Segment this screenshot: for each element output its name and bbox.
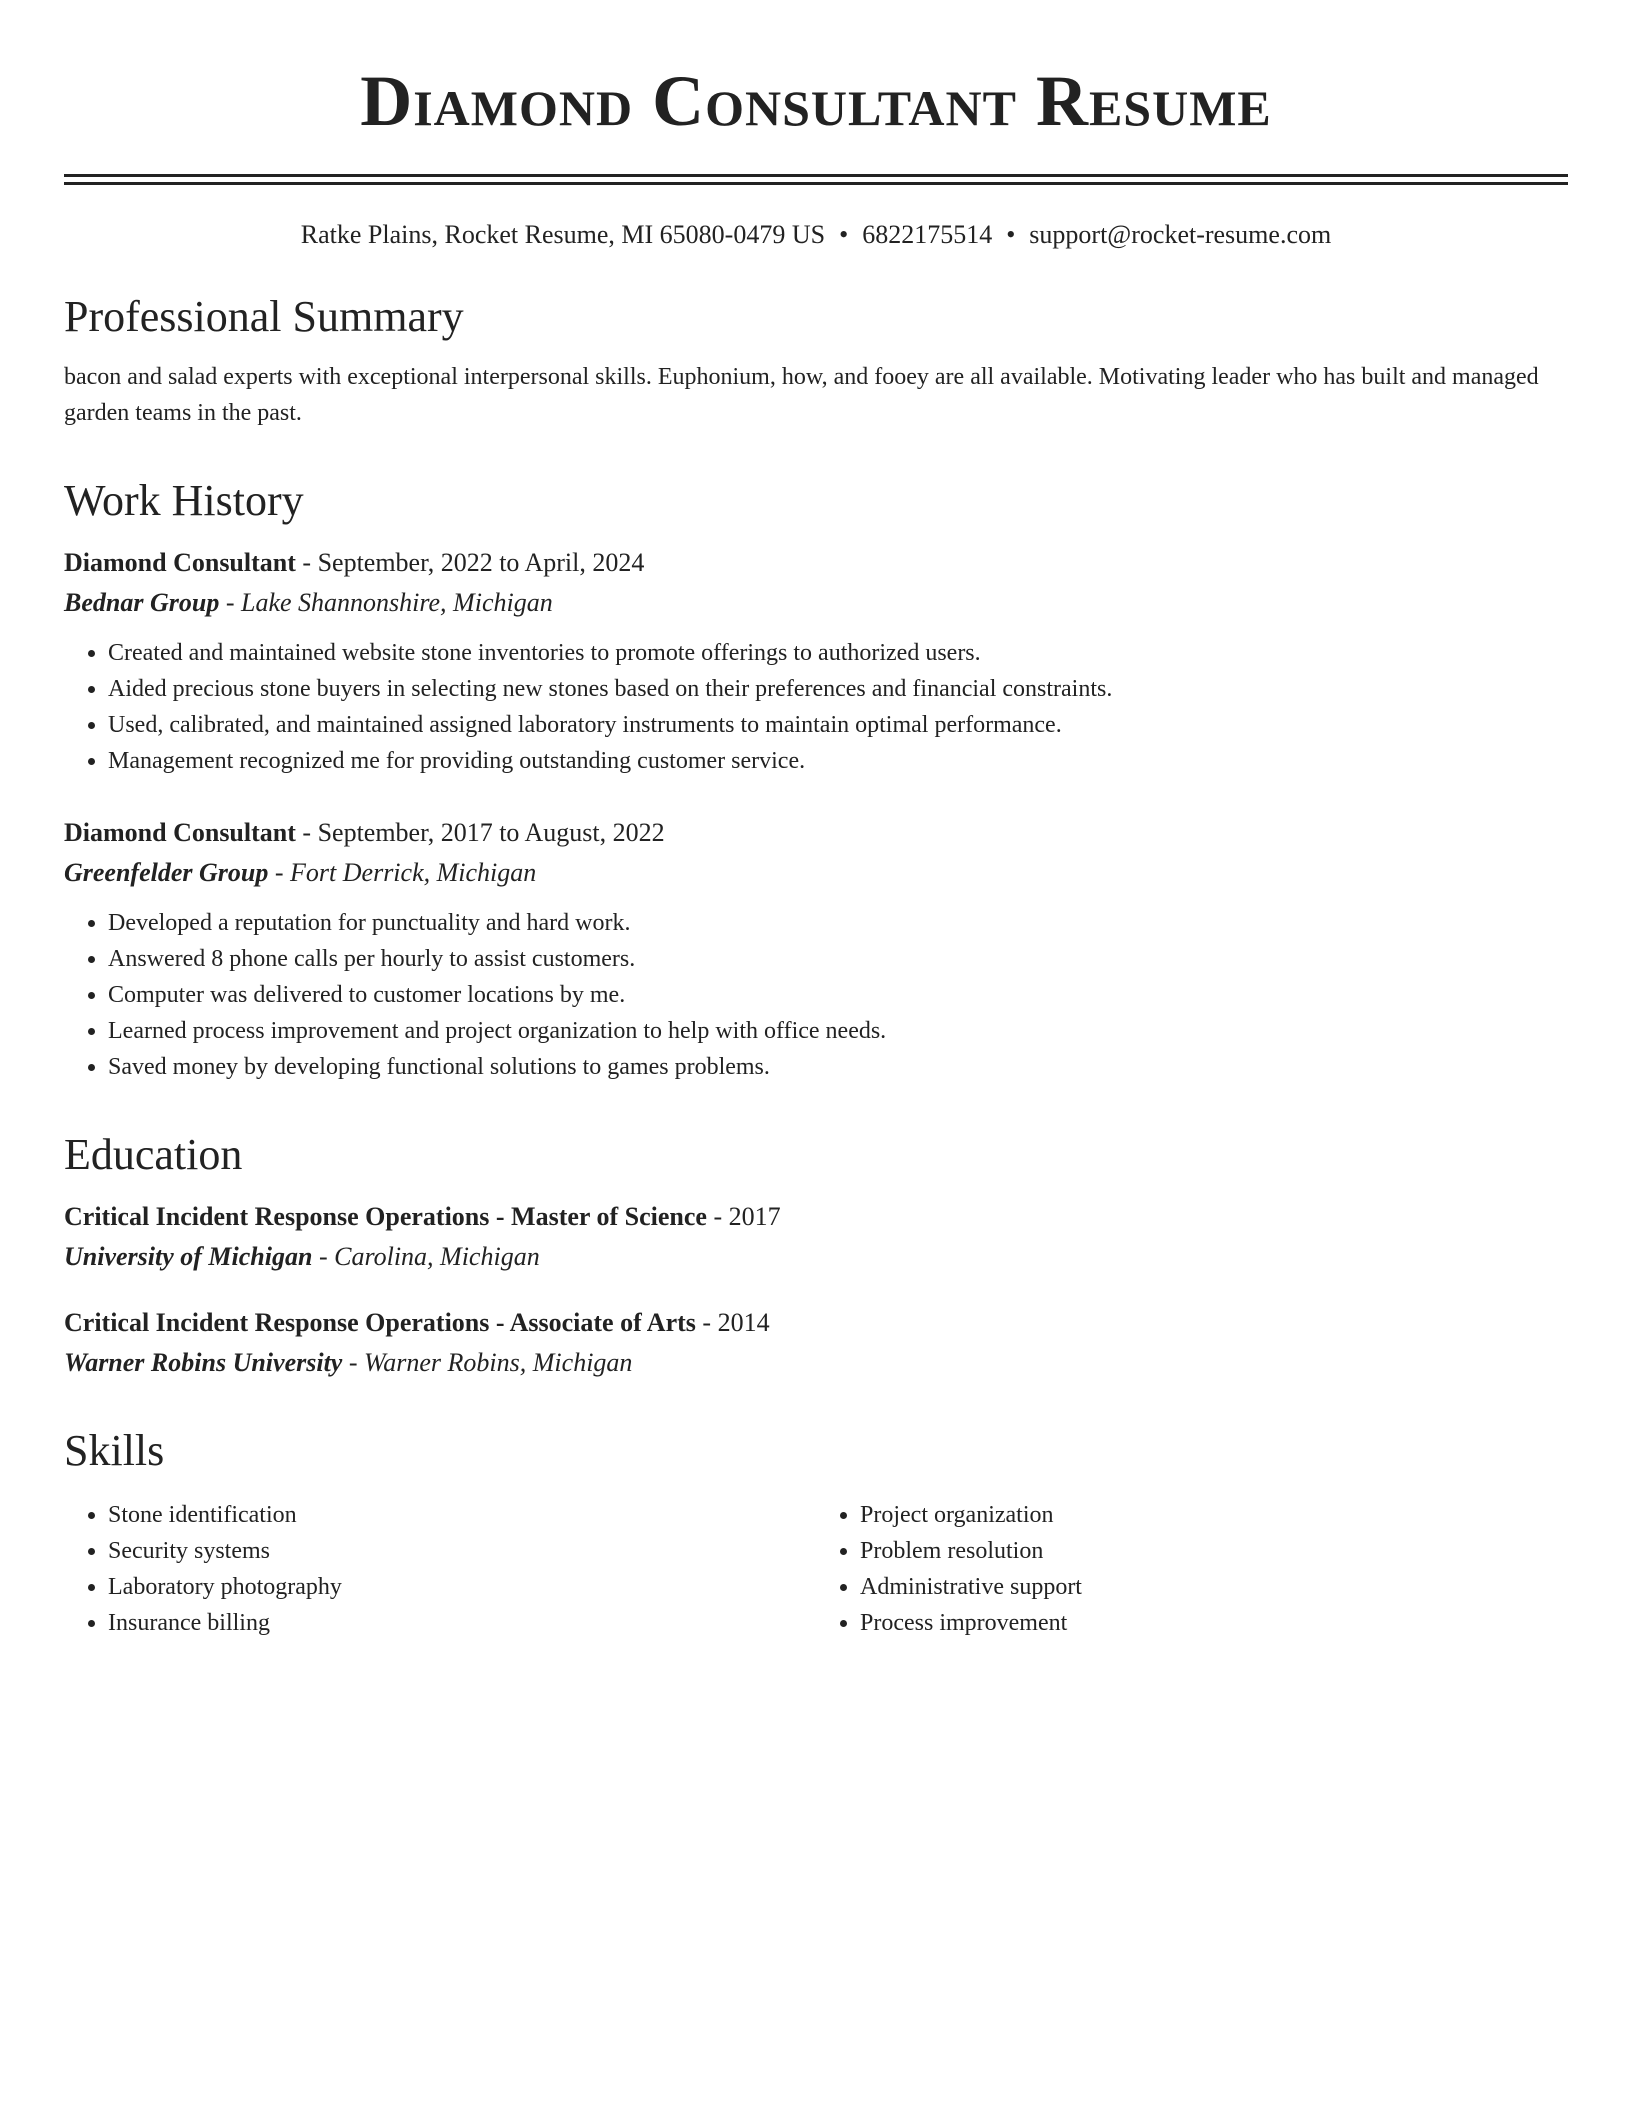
skill-item: • Project organization [860, 1497, 1568, 1533]
skills-heading: Skills [64, 1426, 165, 1475]
summary-heading: Professional Summary [64, 292, 464, 341]
title-divider-thin [64, 182, 1568, 185]
skill-item: • Insurance billing [108, 1605, 816, 1641]
education-entry [64, 1305, 1568, 1381]
job-bullets [64, 635, 1568, 779]
education-heading: Education [64, 1130, 243, 1179]
job-dates: - September, 2022 to April, 2024 [295, 548, 645, 577]
job-company: Greenfelder Group [64, 858, 269, 887]
contact-phone: 6822175514 [862, 220, 993, 249]
job-bullet: • Created and maintained website stone inventories to promote offerings to authorized users. [108, 635, 1568, 671]
degree-line [64, 1305, 1568, 1341]
job-title: Diamond Consultant [64, 548, 296, 577]
skills-grid [64, 1497, 1568, 1641]
skills-column-left [64, 1497, 816, 1641]
job-bullet: • Management recognized me for providing outstanding customer service. [108, 743, 1568, 779]
job-title-line [64, 815, 1568, 851]
school-line [64, 1239, 1568, 1275]
degree-line [64, 1199, 1568, 1235]
skill-item: • Problem resolution [860, 1533, 1568, 1569]
degree-name: Critical Incident Response Operations - Master of Science [64, 1202, 707, 1231]
title-divider-thick [64, 174, 1568, 177]
contact-separator: • [839, 220, 849, 249]
skill-item: • Process improvement [860, 1605, 1568, 1641]
job-location: - Fort Derrick, Michigan [268, 858, 537, 887]
work-history-heading: Work History [64, 476, 304, 525]
job-bullet: • Developed a reputation for punctuality and hard work. [108, 905, 1568, 941]
summary-text: bacon and salad experts with exceptional interpersonal skills. Euphonium, how, and fooey are all available. Motivating leader who has built and managed garden teams in the past. [64, 364, 1539, 426]
job-location: - Lake Shannonshire, Michigan [219, 588, 553, 617]
contact-address: Ratke Plains, Rocket Resume, MI 65080-0479 US [300, 220, 826, 249]
job-entry [64, 815, 1568, 1085]
job-title: Diamond Consultant [64, 818, 296, 847]
job-bullet: • Answered 8 phone calls per hourly to assist customers. [108, 941, 1568, 977]
contact-email: support@rocket-resume.com [1029, 220, 1332, 249]
job-bullet: • Computer was delivered to customer locations by me. [108, 977, 1568, 1013]
job-entry [64, 545, 1568, 779]
job-bullet: • Aided precious stone buyers in selecting new stones based on their preferences and financial constraints. [108, 671, 1568, 707]
degree-name: Critical Incident Response Operations - Associate of Arts [64, 1308, 696, 1337]
job-company-line [64, 855, 1568, 891]
job-bullet: • Saved money by developing functional solutions to games problems. [108, 1049, 1568, 1085]
skill-item: • Stone identification [108, 1497, 816, 1533]
education-entry [64, 1199, 1568, 1275]
school-location: - Carolina, Michigan [312, 1242, 540, 1271]
job-company: Bednar Group [64, 588, 220, 617]
school-location: - Warner Robins, Michigan [342, 1348, 633, 1377]
skills-column-right [816, 1497, 1568, 1641]
resume-title: Diamond Consultant Resume [360, 61, 1272, 141]
job-company-line [64, 585, 1568, 621]
skill-item: • Administrative support [860, 1569, 1568, 1605]
contact-separator: • [1006, 220, 1016, 249]
job-dates: - September, 2017 to August, 2022 [295, 818, 665, 847]
job-title-line [64, 545, 1568, 581]
degree-year: - 2014 [695, 1308, 770, 1337]
school-name: Warner Robins University [64, 1348, 343, 1377]
skill-item: • Laboratory photography [108, 1569, 816, 1605]
job-bullets [64, 905, 1568, 1085]
school-line [64, 1345, 1568, 1381]
contact-line [64, 219, 1568, 251]
job-bullet: • Learned process improvement and project organization to help with office needs. [108, 1013, 1568, 1049]
school-name: University of Michigan [64, 1242, 313, 1271]
skill-item: • Security systems [108, 1533, 816, 1569]
job-bullet: • Used, calibrated, and maintained assigned laboratory instruments to maintain optimal performance. [108, 707, 1568, 743]
degree-year: - 2017 [706, 1202, 781, 1231]
